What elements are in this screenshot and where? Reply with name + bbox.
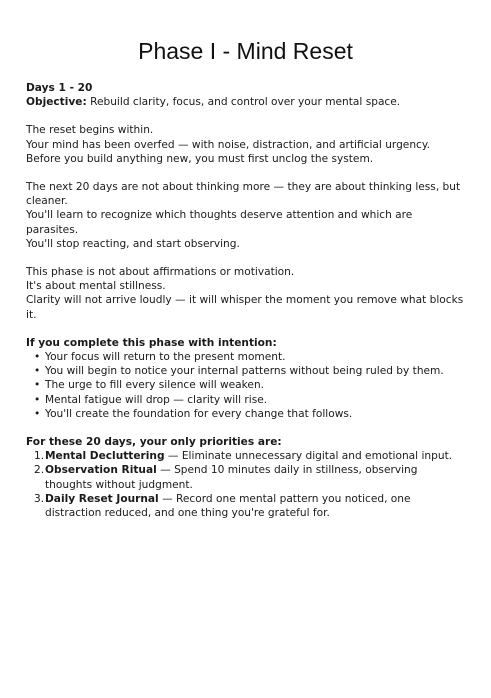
objective-line <box>26 95 465 109</box>
para1-line: The reset begins within. <box>26 124 154 137</box>
para3-line: This phase is not about affirmations or motivation. <box>26 266 295 279</box>
priority-item <box>34 449 465 463</box>
list-item <box>34 378 465 392</box>
para1-line: Your mind has been overfed — with noise, distraction, and artificial urgency. <box>26 138 430 151</box>
para3-line: Clarity will not arrive loudly — it will whisper the moment you remove what blocks it. <box>26 294 464 321</box>
list-item-text: The urge to fill every silence will weaken. <box>45 379 265 392</box>
para2-line: You'll stop reacting, and start observing. <box>26 237 240 250</box>
bullet-icon: • <box>34 393 41 406</box>
priority-number: 2. <box>34 464 45 477</box>
priority-label: Daily Reset Journal <box>45 492 159 505</box>
priority-label: Observation Ritual <box>45 464 157 477</box>
priority-label: Mental Decluttering <box>45 450 165 463</box>
priority-text: — Spend 10 minutes daily in stillness, observing thoughts without judgment. <box>45 464 418 491</box>
list-item-text: You'll create the foundation for every change that follows. <box>45 407 353 420</box>
para3-line: It's about mental stillness. <box>26 280 166 293</box>
list-item <box>34 393 465 407</box>
para1-line: Before you build anything new, you must first unclog the system. <box>26 152 374 165</box>
bullet-icon: • <box>34 407 41 420</box>
bullet-icon: • <box>34 351 41 364</box>
page-title: Phase I - Mind Reset <box>138 38 353 64</box>
priority-item <box>34 492 465 520</box>
list-item <box>34 364 465 378</box>
priority-number: 3. <box>34 492 45 505</box>
priorities-heading: For these 20 days, your only priorities are: <box>26 436 282 449</box>
priority-number: 1. <box>34 450 45 463</box>
bullet-icon: • <box>34 379 41 392</box>
para2-line: The next 20 days are not about thinking more — they are about thinking less, but cleaner. <box>26 181 461 208</box>
priority-text: — Eliminate unnecessary digital and emotional input. <box>164 450 453 463</box>
priorities-list <box>26 449 465 520</box>
objective-label: Objective: <box>26 96 87 109</box>
outcomes-list <box>26 350 465 421</box>
list-item-text: Mental fatigue will drop — clarity will rise. <box>45 393 268 406</box>
list-item <box>34 407 465 421</box>
outcomes-heading: If you complete this phase with intention: <box>26 336 277 349</box>
list-item <box>34 350 465 364</box>
objective-text: Rebuild clarity, focus, and control over your mental space. <box>86 96 401 109</box>
bullet-icon: • <box>34 365 41 378</box>
list-item-text: Your focus will return to the present moment. <box>45 351 286 364</box>
list-item-text: You will begin to notice your internal patterns without being ruled by them. <box>45 365 444 378</box>
days-range: Days 1 - 20 <box>26 82 93 94</box>
priority-item <box>34 463 465 491</box>
para2-line: You'll learn to recognize which thoughts deserve attention and which are parasites. <box>26 209 413 236</box>
priority-text: — Record one mental pattern you noticed, one distraction reduced, and one thing you're grateful for. <box>45 492 411 520</box>
